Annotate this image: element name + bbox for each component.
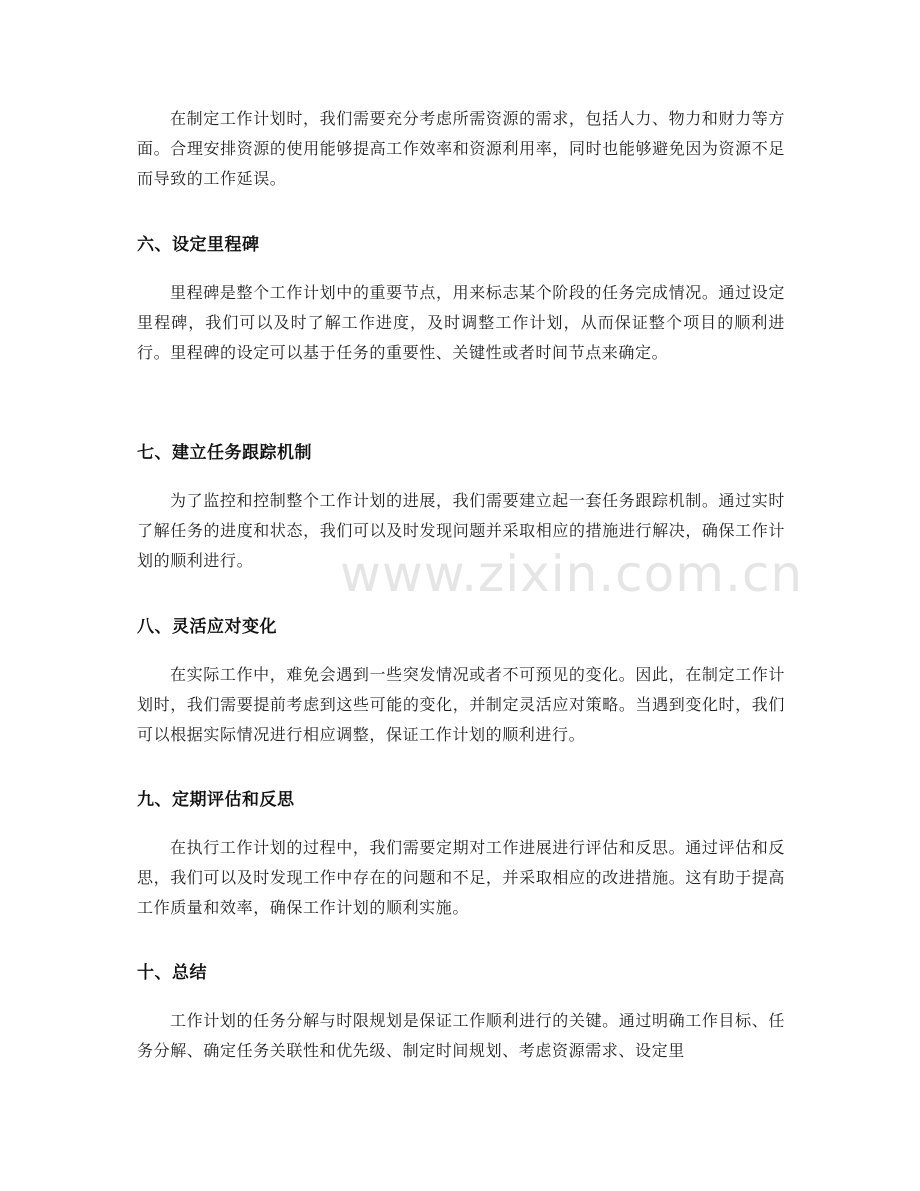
paragraph-evaluation: 在执行工作计划的过程中，我们需要定期对工作进展进行评估和反思。通过评估和反思，我们可以及时发现工作中存在的问题和不足，并采取相应的改进措施。这有助于提高工作质量和效率，确保工作计划的顺利实施。 (137, 838, 785, 917)
heading-task-tracking: 七、建立任务跟踪机制 (137, 443, 312, 463)
paragraph-task-tracking: 为了监控和控制整个工作计划的进展，我们需要建立起一套任务跟踪机制。通过实时了解任务的进度和状态，我们可以及时发现问题并采取相应的措施进行解决，确保工作计划的顺利进行。 (137, 491, 785, 570)
paragraph-resources: 在制定工作计划时，我们需要充分考虑所需资源的需求，包括人力、物力和财力等方面。合理安排资源的使用能够提高工作效率和资源利用率，同时也能够避免因为资源不足而导致的工作延误。 (137, 109, 785, 188)
paragraph-summary: 工作计划的任务分解与时限规划是保证工作顺利进行的关键。通过明确工作目标、任务分解、确定任务关联性和优先级、制定时间规划、考虑资源需求、设定里 (137, 1011, 785, 1060)
heading-flexible-response: 八、灵活应对变化 (137, 617, 277, 637)
watermark: www.zixin.com.cn (340, 545, 804, 603)
heading-summary: 十、总结 (137, 963, 207, 983)
heading-evaluation: 九、定期评估和反思 (137, 790, 295, 810)
heading-milestones: 六、设定里程碑 (137, 235, 260, 255)
paragraph-milestones: 里程碑是整个工作计划中的重要节点，用来标志某个阶段的任务完成情况。通过设定里程碑，我们可以及时了解工作进度，及时调整工作计划，从而保证整个项目的顺利进行。里程碑的设定可以基于任务的重要性、关键性或者时间节点来确定。 (137, 283, 785, 362)
paragraph-flexible-response: 在实际工作中，难免会遇到一些突发情况或者不可预见的变化。因此，在制定工作计划时，我们需要提前考虑到这些可能的变化，并制定灵活应对策略。当遇到变化时，我们可以根据实际情况进行相应调整，保证工作计划的顺利进行。 (137, 665, 785, 744)
